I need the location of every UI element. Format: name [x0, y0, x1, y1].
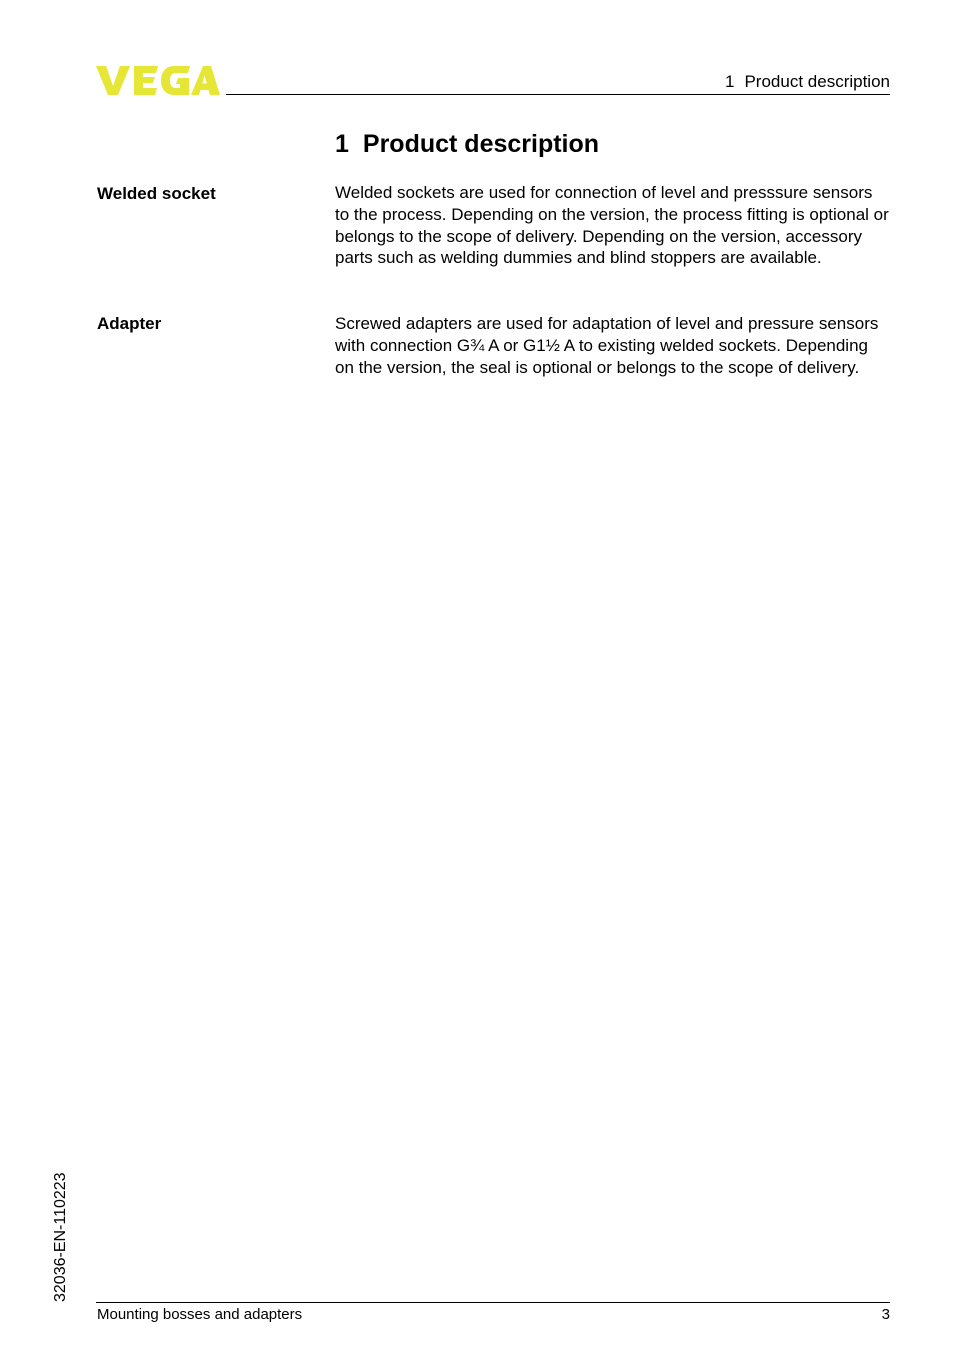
footer-rule [96, 1302, 890, 1303]
footer-title: Mounting bosses and adapters [97, 1306, 303, 1323]
section-text-adapter: Screwed adapters are used for adaptation of level and pressure sensors with connection G¾ A or G1½ A to existing welded sockets. Depending on the version, the seal is optional or belongs to the scope of delivery. [335, 314, 879, 377]
section-label-adapter: Adapter [97, 314, 162, 333]
page-number: 3 [881, 1306, 890, 1323]
chapter-title-text: Product description [362, 130, 600, 158]
section-text-welded-socket: Welded sockets are used for connection of level and presssure sensors to the process. Depending on the version, the process fitting is optional or belongs to the scope of delivery. Depending on the version, accessory parts such as welding dummies and blind stoppers are available. [335, 183, 889, 268]
running-header-number: 1 [725, 72, 735, 91]
document-id: 32036-EN-110223 [52, 1172, 69, 1302]
running-header-title: Product description [744, 72, 890, 91]
chapter-number: 1 [335, 130, 349, 158]
vega-logo [96, 62, 220, 98]
running-header [725, 72, 890, 92]
header-rule [226, 94, 890, 95]
chapter-title [335, 130, 599, 159]
section-label-welded-socket: Welded socket [97, 184, 216, 203]
